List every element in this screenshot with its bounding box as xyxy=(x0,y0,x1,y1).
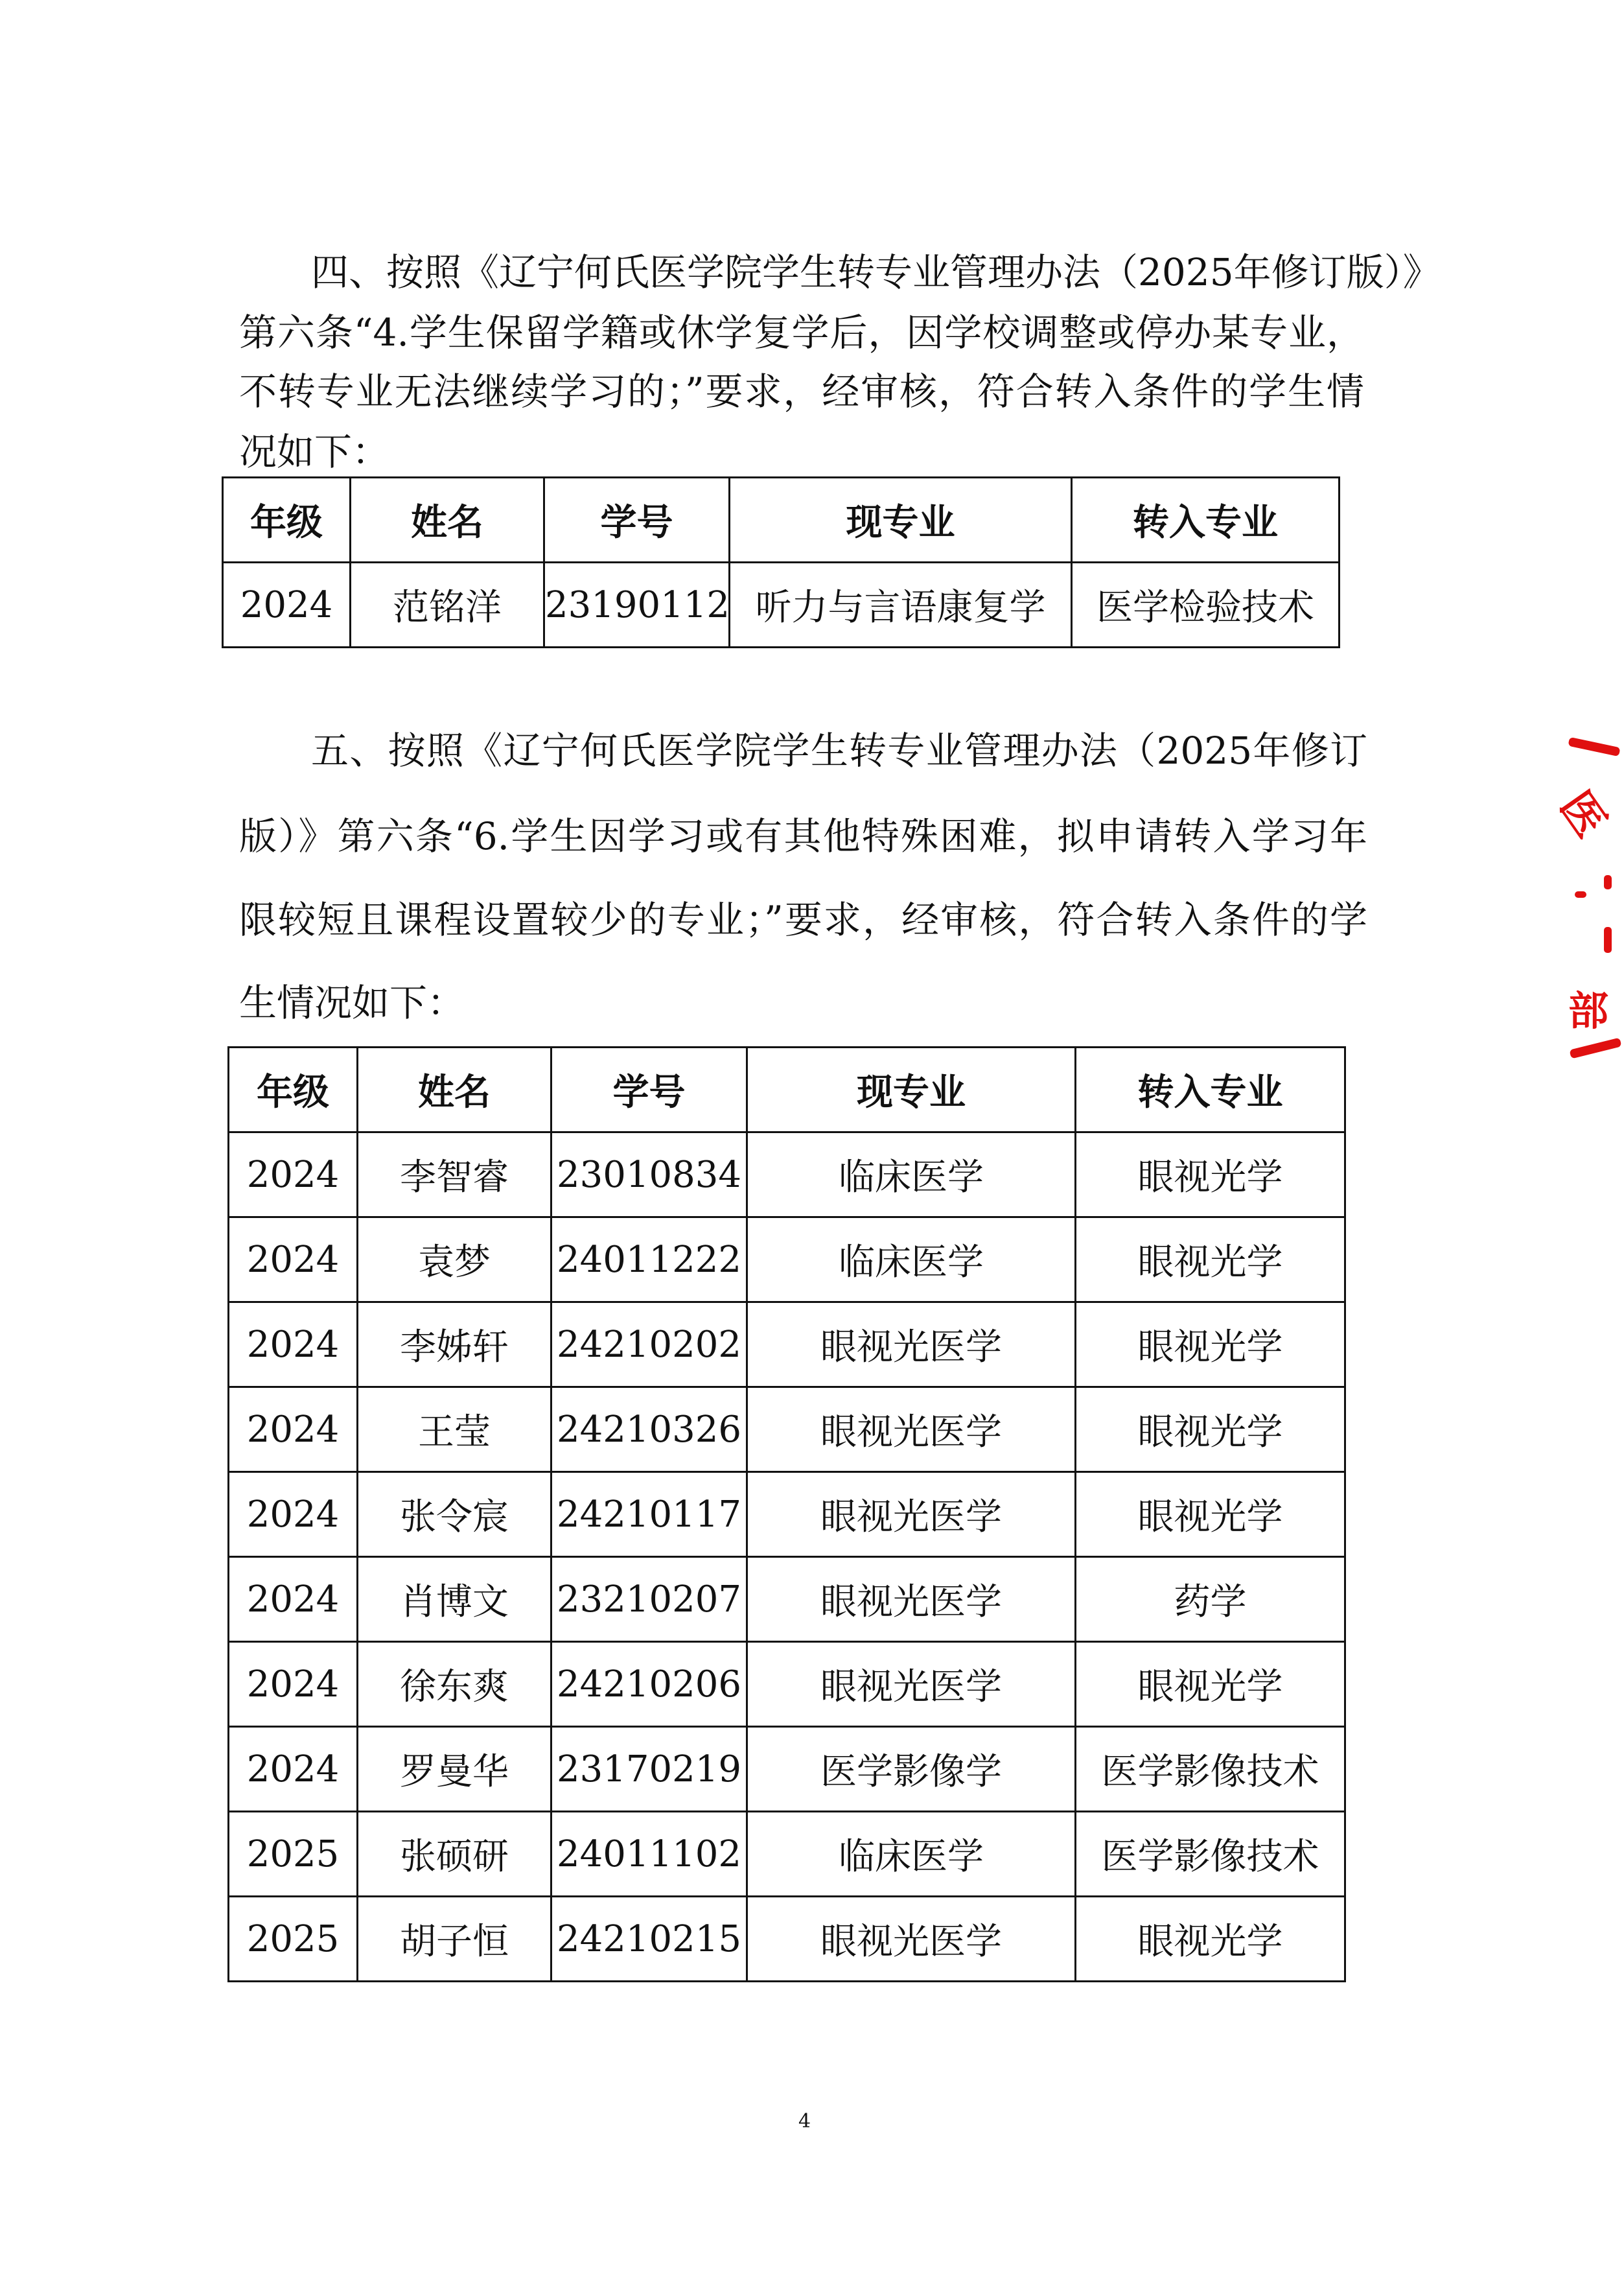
header-current-major: 现专业 xyxy=(747,1048,1076,1132)
cell-student-id: 23010834 xyxy=(551,1132,747,1217)
table-header-row xyxy=(229,1048,1345,1132)
stamp-border xyxy=(1569,1038,1621,1059)
cell-name: 徐东爽 xyxy=(358,1642,551,1727)
cell-grade: 2024 xyxy=(229,1302,358,1387)
cell-student-id: 24210206 xyxy=(551,1642,747,1727)
cell-target-major: 医学影像技术 xyxy=(1076,1812,1345,1897)
cell-name: 胡子恒 xyxy=(358,1897,551,1982)
cell-name: 罗曼华 xyxy=(358,1727,551,1812)
table-row xyxy=(229,1302,1345,1387)
cell-name: 李姊轩 xyxy=(358,1302,551,1387)
paragraph-line: 版）》第六条“6.学生因学习或有其他特殊困难，拟申请转入学习年 xyxy=(239,814,1367,858)
cell-student-id: 24210202 xyxy=(551,1302,747,1387)
cell-current-major: 眼视光医学 xyxy=(747,1642,1076,1727)
cell-name: 范铭洋 xyxy=(351,563,544,648)
cell-grade: 2025 xyxy=(229,1897,358,1982)
cell-target-major: 眼视光学 xyxy=(1076,1897,1345,1982)
stamp-fragment xyxy=(1575,891,1586,898)
cell-current-major: 眼视光医学 xyxy=(747,1897,1076,1982)
stamp-fragment xyxy=(1604,875,1612,889)
table-row xyxy=(229,1387,1345,1472)
cell-current-major: 临床医学 xyxy=(747,1812,1076,1897)
stamp-border xyxy=(1568,737,1620,756)
paragraph-line: 五、按照《辽宁何氏医学院学生转专业管理办法（2025年修订 xyxy=(311,729,1367,773)
cell-grade: 2024 xyxy=(229,1642,358,1727)
header-current-major: 现专业 xyxy=(730,478,1072,563)
table-row xyxy=(223,563,1340,648)
stamp-fragment xyxy=(1604,927,1612,953)
cell-name: 袁梦 xyxy=(358,1217,551,1302)
cell-grade: 2024 xyxy=(229,1727,358,1812)
table-row xyxy=(229,1557,1345,1642)
section-5-table xyxy=(227,1046,1346,1982)
header-grade: 年级 xyxy=(223,478,351,563)
cell-target-major: 药学 xyxy=(1076,1557,1345,1642)
table-row xyxy=(229,1812,1345,1897)
paragraph-line: 限较短且课程设置较少的专业；”要求，经审核，符合转入条件的学 xyxy=(239,898,1367,942)
table-header-row xyxy=(223,478,1340,563)
cell-grade: 2024 xyxy=(229,1472,358,1557)
cell-student-id: 24210215 xyxy=(551,1897,747,1982)
cell-name: 肖博文 xyxy=(358,1557,551,1642)
cell-target-major: 医学检验技术 xyxy=(1072,563,1340,648)
cell-name: 李智睿 xyxy=(358,1132,551,1217)
paragraph-line: 第六条“4.学生保留学籍或休学复学后，因学校调整或停办某专业， xyxy=(239,311,1364,355)
cell-current-major: 眼视光医学 xyxy=(747,1557,1076,1642)
header-grade: 年级 xyxy=(229,1048,358,1132)
cell-grade: 2024 xyxy=(229,1132,358,1217)
table-row xyxy=(229,1727,1345,1812)
cell-current-major: 眼视光医学 xyxy=(747,1387,1076,1472)
header-student-id: 学号 xyxy=(551,1048,747,1132)
cell-grade: 2024 xyxy=(229,1557,358,1642)
paragraph-line: 不转专业无法继续学习的；”要求，经审核，符合转入条件的学生情 xyxy=(239,369,1364,414)
cell-grade: 2025 xyxy=(229,1812,358,1897)
header-name: 姓名 xyxy=(351,478,544,563)
cell-student-id: 24210117 xyxy=(551,1472,747,1557)
paragraph-line: 生情况如下： xyxy=(239,981,465,1025)
header-name: 姓名 xyxy=(358,1048,551,1132)
cell-student-id: 24011102 xyxy=(551,1812,747,1897)
paragraph-line: 况如下： xyxy=(239,430,390,474)
red-seal-stamp xyxy=(1542,720,1617,1070)
cell-target-major: 眼视光学 xyxy=(1076,1132,1345,1217)
cell-target-major: 眼视光学 xyxy=(1076,1217,1345,1302)
cell-name: 张令宸 xyxy=(358,1472,551,1557)
table-row xyxy=(229,1472,1345,1557)
cell-current-major: 医学影像学 xyxy=(747,1727,1076,1812)
cell-student-id: 24011222 xyxy=(551,1217,747,1302)
section-4-table xyxy=(222,476,1340,648)
table-row xyxy=(229,1132,1345,1217)
cell-current-major: 眼视光医学 xyxy=(747,1302,1076,1387)
cell-target-major: 眼视光学 xyxy=(1076,1642,1345,1727)
table-row xyxy=(229,1642,1345,1727)
cell-grade: 2024 xyxy=(223,563,351,648)
table-row xyxy=(229,1897,1345,1982)
cell-current-major: 临床医学 xyxy=(747,1132,1076,1217)
paragraph-line: 四、按照《辽宁何氏医学院学生转专业管理办法（2025年修订版）》 xyxy=(311,250,1441,294)
cell-grade: 2024 xyxy=(229,1217,358,1302)
header-target-major: 转入专业 xyxy=(1072,478,1340,563)
header-student-id: 学号 xyxy=(544,478,730,563)
cell-name: 王莹 xyxy=(358,1387,551,1472)
cell-student-id: 24210326 xyxy=(551,1387,747,1472)
cell-student-id: 23190112 xyxy=(544,563,730,648)
table-row xyxy=(229,1217,1345,1302)
cell-current-major: 眼视光医学 xyxy=(747,1472,1076,1557)
cell-target-major: 眼视光学 xyxy=(1076,1302,1345,1387)
cell-name: 张硕研 xyxy=(358,1812,551,1897)
cell-student-id: 23210207 xyxy=(551,1557,747,1642)
header-target-major: 转入专业 xyxy=(1076,1048,1345,1132)
cell-student-id: 23170219 xyxy=(551,1727,747,1812)
cell-current-major: 听力与言语康复学 xyxy=(730,563,1072,648)
cell-grade: 2024 xyxy=(229,1387,358,1472)
page-number: 4 xyxy=(798,2110,811,2133)
stamp-char: 部 xyxy=(1568,987,1609,1035)
cell-target-major: 医学影像技术 xyxy=(1076,1727,1345,1812)
stamp-char: 医 xyxy=(1550,782,1617,847)
cell-target-major: 眼视光学 xyxy=(1076,1472,1345,1557)
cell-target-major: 眼视光学 xyxy=(1076,1387,1345,1472)
cell-current-major: 临床医学 xyxy=(747,1217,1076,1302)
